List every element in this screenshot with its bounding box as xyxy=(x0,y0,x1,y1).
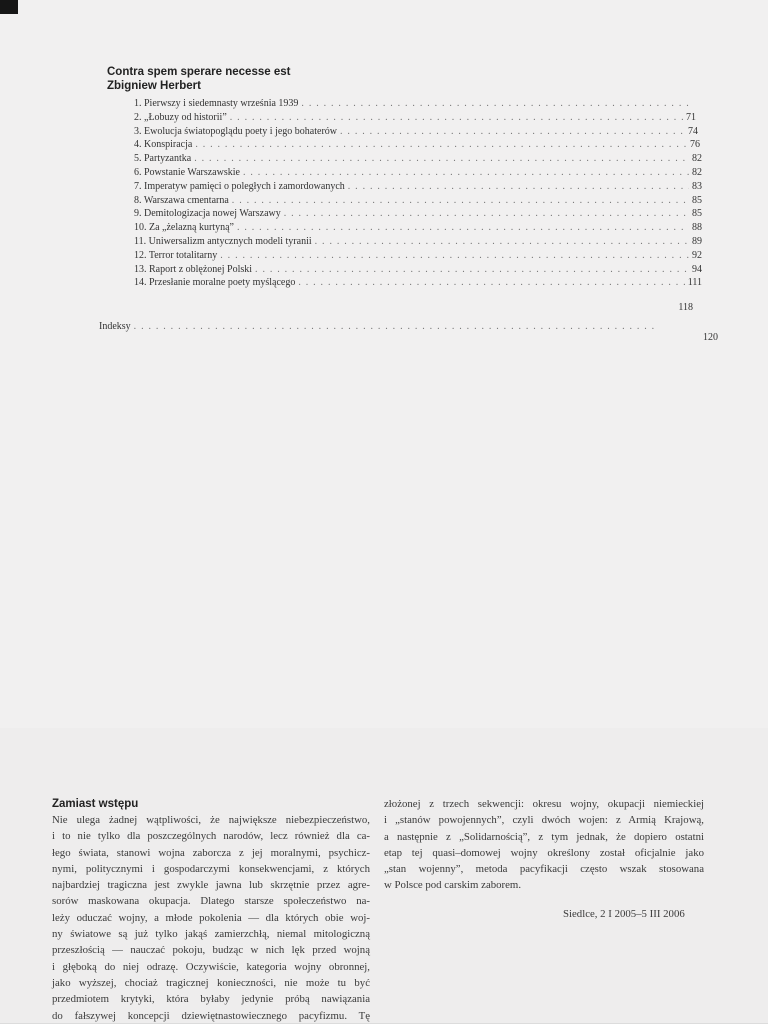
toc-leader-dots xyxy=(195,138,687,151)
toc-index-label: Indeksy xyxy=(99,321,131,332)
toc-leader-dots xyxy=(237,221,689,234)
toc-entry-page: 92 xyxy=(692,249,702,261)
toc-entry[interactable] xyxy=(134,180,702,193)
toc-leader-dots xyxy=(243,166,689,179)
toc-section-author: Zbigniew Herbert xyxy=(107,80,201,92)
toc-leader-dots xyxy=(284,207,689,220)
toc-entry-page: 88 xyxy=(692,222,702,234)
scan-corner-mark xyxy=(0,0,18,14)
toc-entry-page: 71 xyxy=(686,111,696,123)
toc-entry[interactable] xyxy=(134,221,702,234)
foreword-date: Siedlce, 2 I 2005–5 III 2006 xyxy=(563,908,685,920)
toc-entry-page: 85 xyxy=(692,208,702,220)
toc-entry-label: 11. Uniwersalizm antycznych modeli tyranii xyxy=(134,236,312,247)
toc-entry-label: 2. „Łobuzy od historii” xyxy=(134,111,227,123)
text-line: złożonej z trzech sekwencji: okresu wojny, okupacji niemieckiej xyxy=(384,798,704,810)
toc-leader-dots xyxy=(194,152,689,165)
foreword-right-column xyxy=(384,796,704,894)
toc-entry[interactable] xyxy=(134,194,702,207)
toc-entry-label: 12. Terror totalitarny xyxy=(134,249,218,261)
toc-leader-dots xyxy=(255,263,689,276)
toc-entry-page: 94 xyxy=(692,263,702,275)
text-line: leży oduczać wojny, a młode pokolenia — dla których obie woj- xyxy=(52,911,370,924)
text-line: w Polsce pod carskim zaborem. xyxy=(384,879,522,892)
toc-stray-page-number: 118 xyxy=(678,302,693,313)
toc-entry-page: 89 xyxy=(692,236,702,247)
toc-entry-page: 76 xyxy=(690,139,700,151)
toc-entry-page: 111 xyxy=(687,277,702,289)
toc-entry-page: 85 xyxy=(692,194,702,206)
toc-entry-label: 6. Powstanie Warszawskie xyxy=(134,167,240,178)
text-line: przeszłością — nauczać pokoju, budząc w nich lęk przed wojną xyxy=(52,944,370,957)
toc-entry-label: 8. Warszawa cmentarna xyxy=(134,194,229,206)
toc-entry-label: 3. Ewolucja światopoglądu poety i jego bohaterów xyxy=(134,125,338,137)
foreword-left-column xyxy=(52,812,370,1024)
text-line: do fałszywej koncepcji dziewiętnastowiecznego pacyfizmu. Tę xyxy=(52,1009,370,1022)
toc-entry[interactable] xyxy=(134,125,698,138)
toc-entry-page: 82 xyxy=(692,153,702,165)
toc-index-row[interactable] xyxy=(99,320,659,333)
text-line: i „stanów powojennych”, czyli dwóch wojen: z Armią Krajową, xyxy=(384,814,704,827)
toc-entry-label: 1. Pierwszy i siedemnasty września 1939 xyxy=(134,98,299,109)
text-line: sorów maskowana okupacja. Dlatego starsze społeczeństwo na- xyxy=(52,895,370,908)
toc-entry[interactable] xyxy=(134,276,702,289)
text-line: Nie ulega żadnej wątpliwości, że największe niebezpieczeństwo, xyxy=(52,814,370,826)
toc-leader-dots xyxy=(298,276,684,289)
toc-leader-dots xyxy=(340,125,685,138)
toc-entry[interactable] xyxy=(134,235,702,248)
text-line: nymi, politycznymi i gospodarczymi konsekwencjami, z których xyxy=(52,862,370,875)
text-line: a następnie z „Solidarnością”, z tym jednak, że dopiero ostatni xyxy=(384,830,704,843)
text-line: etap tej quasi–domowej wojny określony został oficjalnie jako xyxy=(384,846,704,859)
toc-leader-dots xyxy=(230,111,683,124)
toc-entry[interactable] xyxy=(134,111,696,124)
toc-entry[interactable] xyxy=(134,263,702,276)
toc-entry-label: 7. Imperatyw pamięci o poległych i zamordowanych xyxy=(134,180,345,192)
toc-entry[interactable] xyxy=(134,207,702,220)
toc-leader-dots xyxy=(232,194,689,207)
toc-entry[interactable] xyxy=(134,166,702,179)
toc-entry-page: 82 xyxy=(692,167,702,178)
toc-entry[interactable] xyxy=(134,138,700,151)
text-line: przedmiotem krytyki, która byłaby jedynie próbą nawiązania xyxy=(52,993,370,1006)
text-line: i to nie tylko dla poszczególnych narodów, lecz również dla ca- xyxy=(52,830,370,843)
text-line: łego świata, stanowi wojna zaborcza z jej moralnymi, psychicz- xyxy=(52,846,370,859)
toc-leader-dots xyxy=(348,180,689,193)
toc-entry[interactable] xyxy=(134,152,702,165)
toc-leader-dots xyxy=(301,97,691,110)
toc-entry[interactable] xyxy=(134,249,702,262)
toc-entry-label: 14. Przesłanie moralne poety myślącego xyxy=(134,277,296,289)
toc-leader-dots xyxy=(134,320,656,333)
text-line: i głęboką do niej odrazę. Oczywiście, kategoria wojny obronnej, xyxy=(52,960,370,973)
text-line: jako wyższej, chociaż tragicznej konieczności, nie może tu być xyxy=(52,976,370,989)
foreword-heading: Zamiast wstępu xyxy=(52,798,139,810)
toc-entry-label: 9. Demitologizacja nowej Warszawy xyxy=(134,208,281,220)
toc-section-title: Contra spem sperare necesse est xyxy=(107,66,291,78)
toc-entry[interactable] xyxy=(134,97,694,110)
text-line: najbardziej tragiczna jest zwykle jawna lub skrzętnie przez agre- xyxy=(52,879,370,892)
toc-entry-page: 74 xyxy=(688,125,698,137)
toc-index-page: 120 xyxy=(703,332,718,343)
toc-entry-label: 13. Raport z oblężonej Polski xyxy=(134,263,253,275)
text-line: ny światowe są już tylko jakąś zamierzchłą, niemal mitologiczną xyxy=(52,928,370,941)
toc-leader-dots xyxy=(220,249,689,262)
toc-entry-label: 5. Partyzantka xyxy=(134,153,192,165)
toc-entry-label: 10. Za „żelazną kurtyną” xyxy=(134,222,234,234)
toc-entry-page: 83 xyxy=(692,180,702,192)
toc-leader-dots xyxy=(315,235,689,248)
toc-entry-label: 4. Konspiracja xyxy=(134,139,193,151)
text-line: „stan wojenny”, metoda pacyfikacji często wszak stosowana xyxy=(384,863,704,876)
